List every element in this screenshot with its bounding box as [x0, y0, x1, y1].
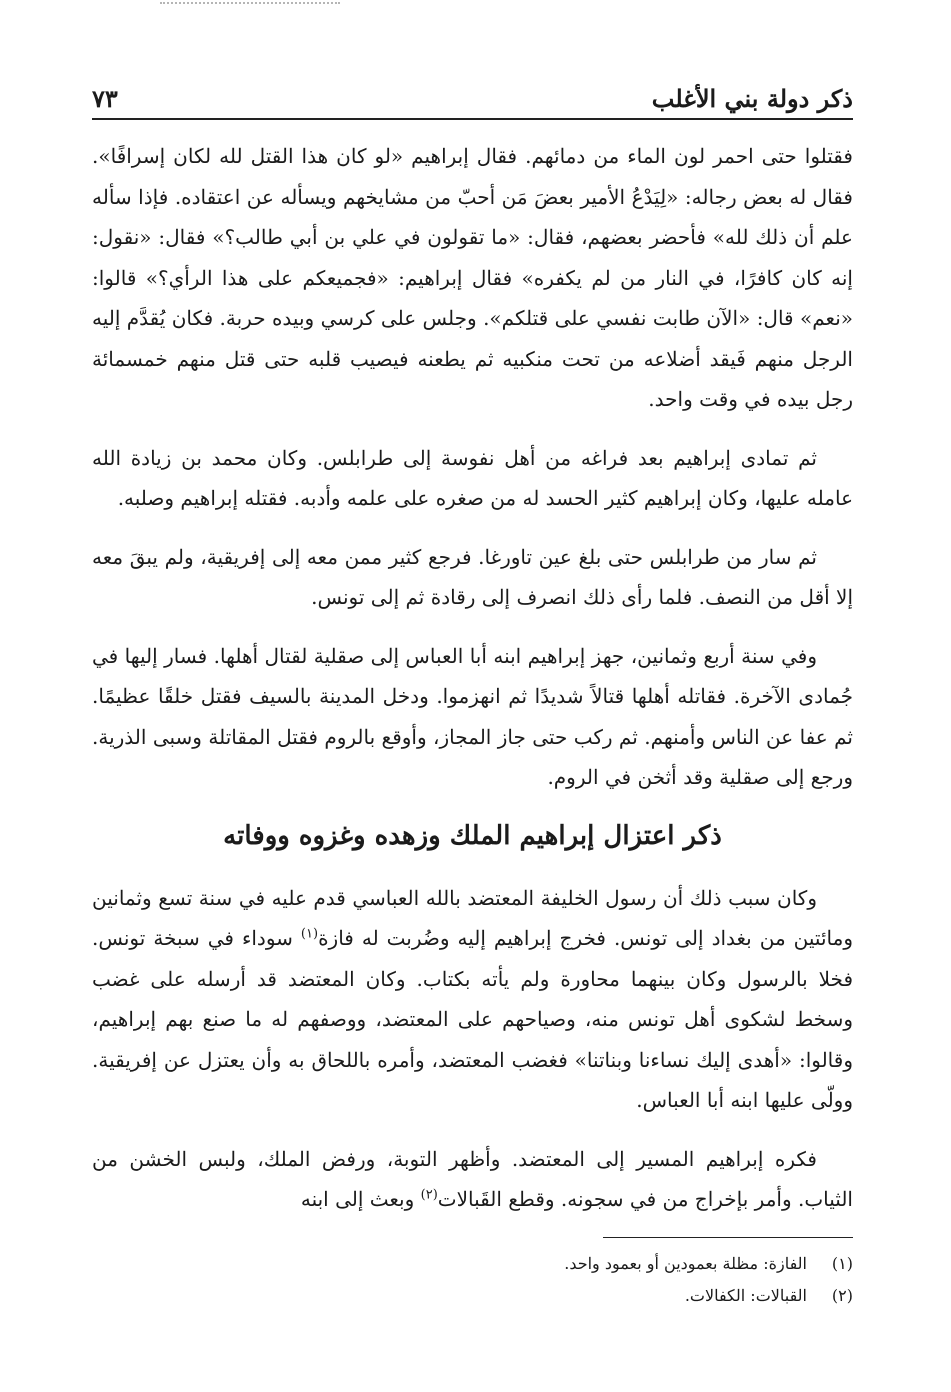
paragraph-text: سوداء في سبخة تونس. فخلا بالرسول وكان بينهما محاورة ولم يأته بكتاب. وكان المعتضد قد أرسله على غضب وسخط لشكوى أهل تونس منه، وصياحهم على المعتضد، ووصفهم له ما صنع بهم إبراهيم، وقالوا: «أهدى إليك نساءنا وبناتنا» فغضب المعتضد، وأمره باللحاق به وأن يعتزل عن إفريقية. وولّى عليها ابنه أبا العباس. [92, 926, 854, 1112]
footnote-number: (١) [831, 1254, 853, 1273]
body-text [92, 136, 853, 1238]
paragraph [92, 878, 853, 1121]
footnote-reference: (١) [300, 926, 319, 942]
footnote-separator [603, 1237, 853, 1238]
running-title: ذكر دولة بني الأغلب [651, 84, 853, 113]
section-heading: ذكر اعتزال إبراهيم الملك وزهده وغزوه ووفاته [223, 820, 722, 851]
paragraph-text: وكان سبب ذلك أن رسول الخليفة المعتضد بالله العباسي قدم عليه في سنة تسع وثمانين ومائتين من بغداد إلى تونس. فخرج إبراهيم إليه وضُربت له فازة [92, 885, 853, 950]
paragraph: فقتلوا حتى احمر لون الماء من دمائهم. فقال إبراهيم «لو كان هذا القتل لله لكان إسرافًا». فقال له بعض رجاله: «لِيَدْعُ الأمير بعضَ مَن أحبّ من مشايخهم ويسأله عن اعتقاده. فإذا سأله علم أن ذلك لله» فأحضر بعضهم، فقال: «ما تقولون في علي بن أبي طالب؟» فقال: «نقول: إنه كان كافرًا، في النار من لم يكفره» فقال إبراهيم: «فجميعكم على هذا الرأي؟» قالوا: «نعم» قال: «الآن طابت نفسي على قتلكم». وجلس على كرسي وبيده حربة. فكان يُقدَّم إليه الرجل منهم فَيقد أضلاعه من تحت منكبيه ثم يطعنه فيصيب قلبه حتى قتل منهم خمسمائة رجل بيده في وقت واحد. [92, 144, 853, 411]
running-header [92, 82, 853, 120]
paragraph: وفي سنة أربع وثمانين، جهز إبراهيم ابنه أبا العباس إلى صقلية لقتال أهلها. فسار إليها في جُمادى الآخرة. فقاتله أهلها قتالاً شديدًا ثم انهزموا. ودخل المدينة بالسيف فقتل خلقًا عظيمًا. ثم عفا عن الناس وأمنهم. ثم ركب حتى جاز المجاز، وأوقع بالروم فقتل المقاتلة وسبى الذرية. ورجع إلى صقلية وقد أثخن في الروم. [92, 643, 853, 789]
paragraph [92, 1139, 853, 1220]
paragraph: ثم تمادى إبراهيم بعد فراغه من أهل نفوسة إلى طرابلس. وكان محمد بن زيادة الله عامله عليها، وكان إبراهيم كثير الحسد له من صغره على علمه وأدبه. فقتله إبراهيم وصلبه. [92, 445, 853, 510]
paragraph-text: وبعث إلى ابنه [300, 1187, 421, 1211]
footnote-text: القبالات: الكفالات. [684, 1286, 807, 1305]
footnote [92, 1248, 853, 1280]
paragraph: ثم سار من طرابلس حتى بلغ عين تاورغا. فرجع كثير ممن معه إلى إفريقية، ولم يبقَ معه إلا أقل من النصف. فلما رأى ذلك انصرف إلى رقادة ثم إلى تونس. [92, 544, 853, 609]
page-number: ٧٣ [92, 84, 118, 113]
footnotes [92, 1248, 853, 1312]
footnote [92, 1280, 853, 1312]
scan-artifact-dots [160, 2, 340, 10]
paragraph-text: فكره إبراهيم المسير إلى المعتضد. وأظهر التوبة، ورفض الملك، ولبس الخشن من الثياب. وأمر بإخراج من في سجونه. وقطع القَبالات [92, 1146, 853, 1211]
footnote-reference: (٢) [420, 1187, 438, 1203]
footnote-text: الفازة: مظلة بعمودين أو بعمود واحد. [564, 1254, 807, 1273]
footnote-number: (٢) [831, 1286, 853, 1305]
